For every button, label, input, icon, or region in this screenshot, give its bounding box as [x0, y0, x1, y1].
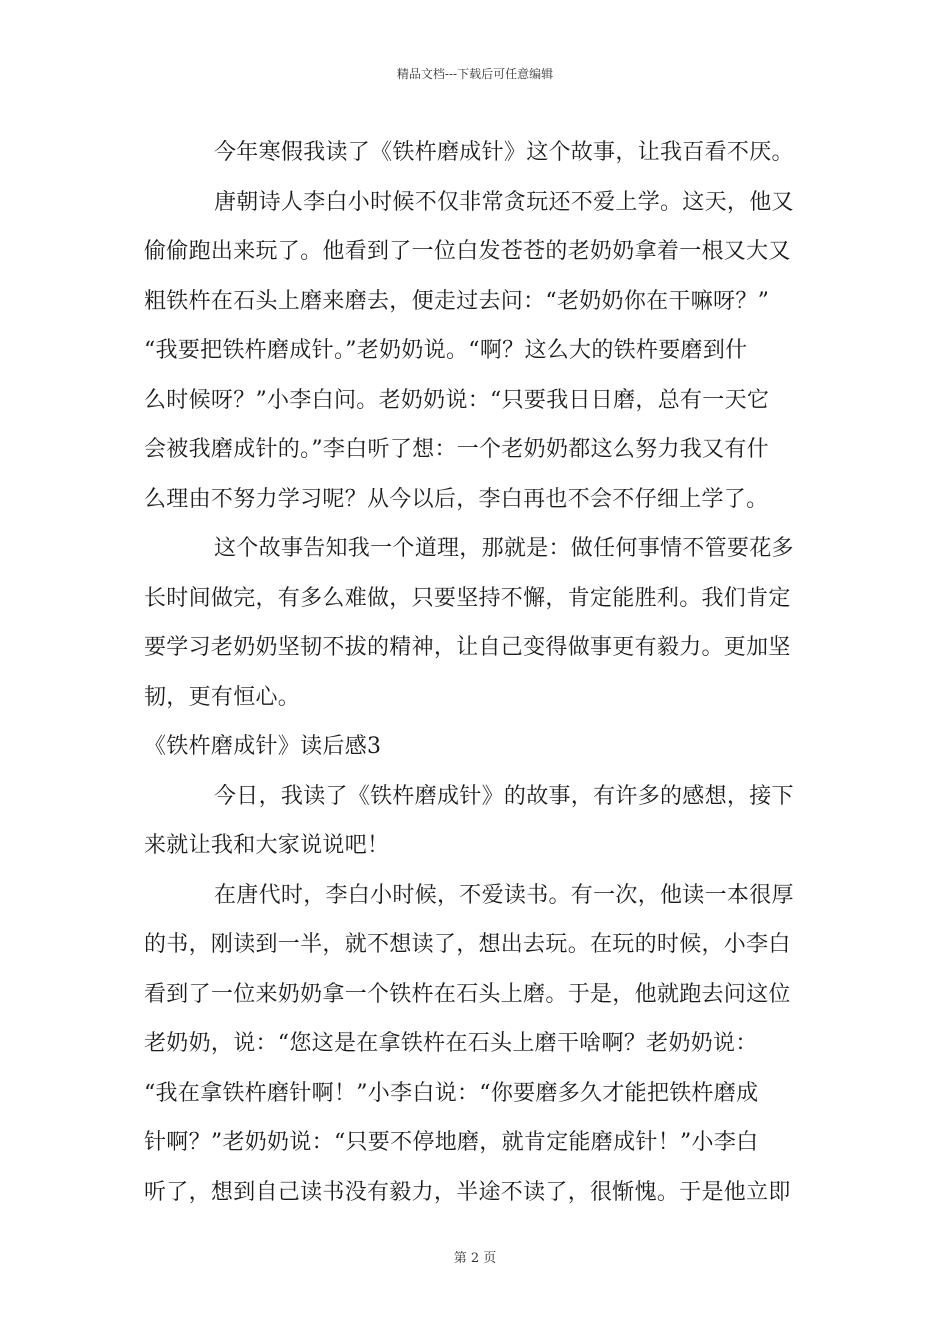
- text-line: 么时候呀？”小李白问。老奶奶说：“只要我日日磨，总有一天它: [144, 387, 770, 413]
- text-line: 偷偷跑出来玩了。他看到了一位白发苍苍的老奶奶拿着一根又大又: [144, 239, 791, 264]
- text-line: 么理由不努力学习呢？从今以后，李白再也不会不仔细上学了。: [144, 486, 769, 512]
- page-number: 第 2 页: [453, 1251, 497, 1266]
- document-body: [144, 128, 814, 1217]
- text-line: “我要把铁杵磨成针。”老奶奶说。“啊？这么大的铁杵要磨到什: [144, 338, 748, 363]
- text-line: 韧，更有恒心。: [144, 684, 301, 710]
- text-line: “我在拿铁杵磨针啊！”小李白说：“你要磨多久才能把铁杵磨成: [144, 1080, 759, 1106]
- text-line: 会被我磨成针的。”李白听了想：一个老奶奶都这么努力我又有什: [144, 437, 769, 462]
- text-line: 唐朝诗人李白小时候不仅非常贪玩还不爱上学。这天，他又: [214, 189, 794, 215]
- text-line: 老奶奶，说：“您这是在拿铁杵在石头上磨干啥啊？老奶奶说：: [144, 1031, 758, 1056]
- text-line: 这个故事告知我一个道理，那就是：做任何事情不管要花多: [214, 536, 794, 561]
- page-header: 精品文档---下载后可任意编辑: [396, 67, 554, 81]
- section-heading: 《铁杵磨成针》读后感3: [144, 734, 382, 759]
- text-line: 针啊？”老奶奶说：“只要不停地磨，就肯定能磨成针！”小李白: [144, 1130, 759, 1155]
- text-line: 今日，我读了《铁杵磨成针》的故事，有许多的感想，接下: [214, 783, 794, 809]
- text-line: 长时间做完，有多么难做，只要坚持不懈，肯定能胜利。我们肯定: [144, 585, 791, 611]
- text-line: 在唐代时，李白小时候，不爱读书。有一次，他读一本很厚: [214, 882, 794, 908]
- text-line: 粗铁杵在石头上磨来磨去，便走过去问：“老奶奶你在干嘛呀？”: [144, 288, 770, 314]
- text-line: 的书，刚读到一半，就不想读了，想出去玩。在玩的时候，小李白: [144, 932, 791, 957]
- text-line: 今年寒假我读了《铁杵磨成针》这个故事，让我百看不厌。: [214, 140, 794, 165]
- text-line: 听了，想到自己读书没有毅力，半途不读了，很惭愧。于是他立即: [144, 1179, 791, 1205]
- text-line: 来就让我和大家说说吧！: [144, 833, 390, 858]
- text-line: 要学习老奶奶坚韧不拔的精神，让自己变得做事更有毅力。更加坚: [144, 635, 791, 660]
- text-line: 看到了一位来奶奶拿一个铁杵在石头上磨。于是，他就跑去问这位: [144, 981, 791, 1007]
